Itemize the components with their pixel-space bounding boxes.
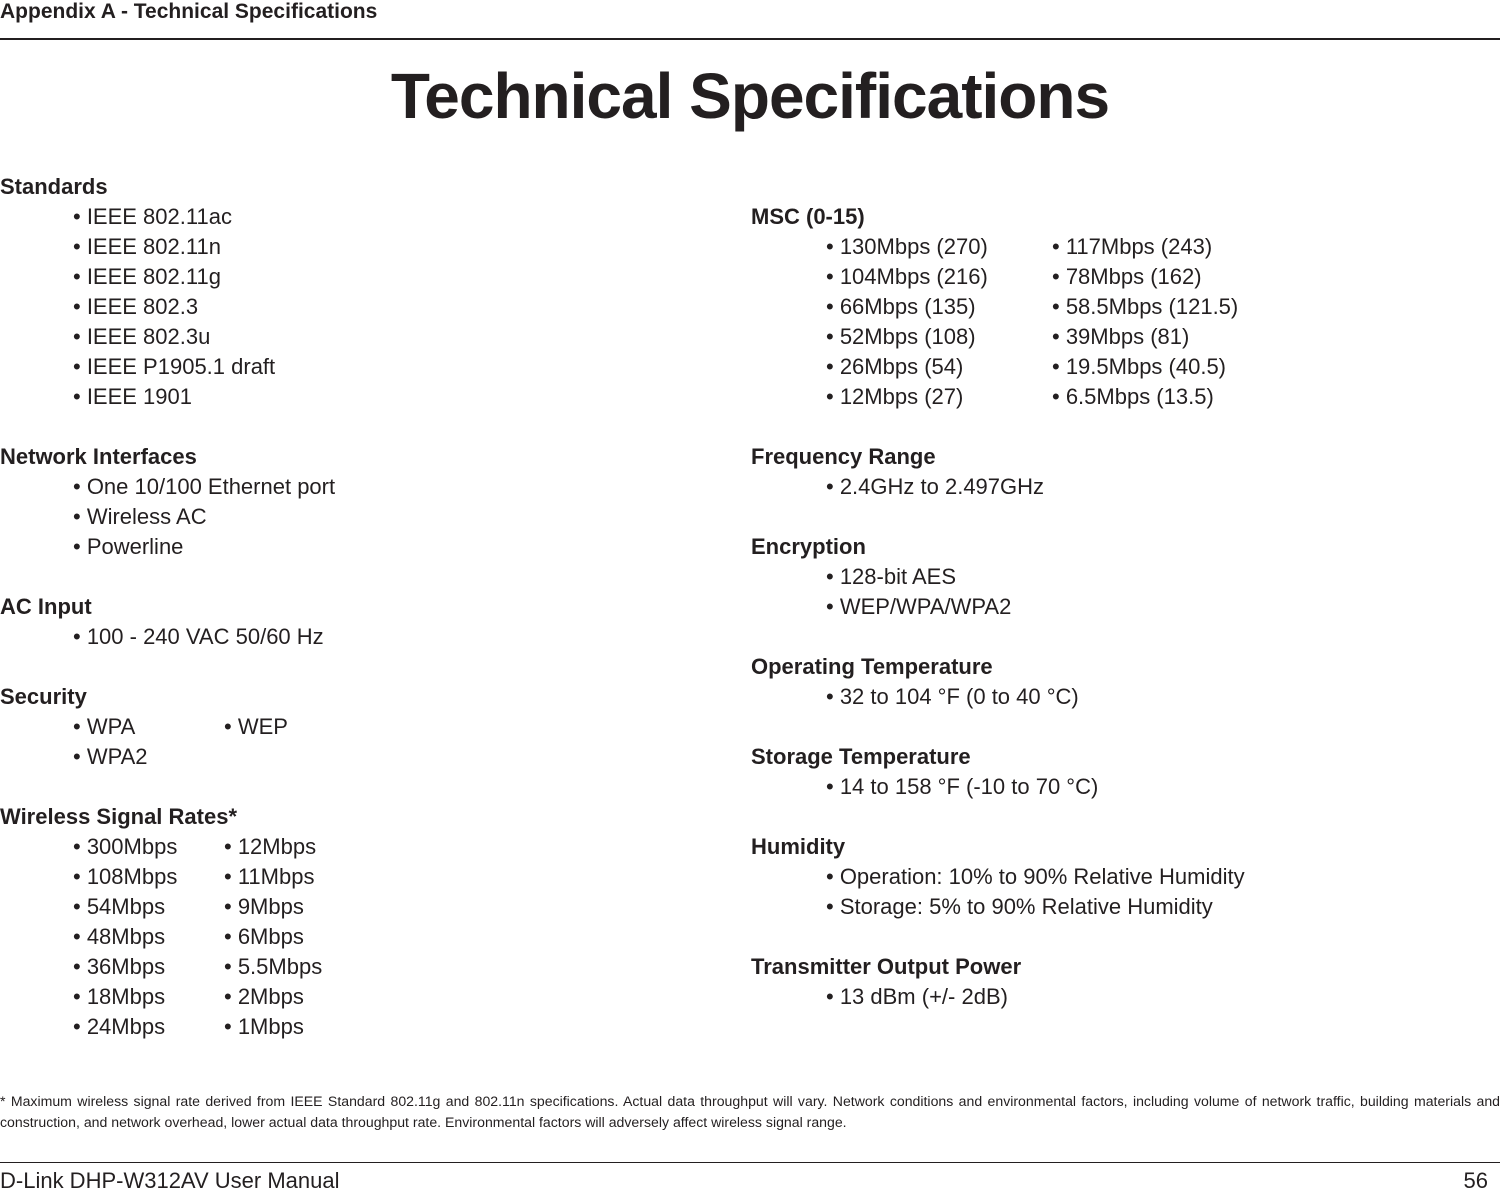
spec-item: • 14 to 158 °F (-10 to 70 °C) [826,774,1099,799]
spec-item: • 12Mbps [224,834,317,859]
spec-heading: Storage Temperature [751,744,971,769]
spec-row [751,892,1451,922]
spec-item: • Wireless AC [73,504,207,529]
spec-item: • Operation: 10% to 90% Relative Humidity [826,864,1245,889]
spec-heading: Humidity [751,834,846,859]
spec-item: • One 10/100 Ethernet port [73,474,336,499]
spec-item: • 26Mbps (54) [826,354,964,379]
spec-section [751,532,1451,622]
spec-item: • 66Mbps (135) [826,294,976,319]
spec-row [0,712,700,742]
spec-heading: Transmitter Output Power [751,954,1022,979]
spec-item: • IEEE 802.11n [73,234,221,259]
spec-item: • 104Mbps (216) [826,264,988,289]
spec-item: • 39Mbps (81) [1052,324,1190,349]
spec-row [0,322,700,352]
header-rule [0,38,1500,40]
spec-section [751,832,1451,922]
spec-item: • 128-bit AES [826,564,957,589]
spec-item: • Powerline [73,534,184,559]
spec-item: • IEEE 802.3u [73,324,211,349]
spec-item: • Storage: 5% to 90% Relative Humidity [826,894,1213,919]
spec-item: • 48Mbps [73,924,166,949]
spec-row [751,382,1451,412]
spec-row [751,562,1451,592]
spec-row [751,982,1451,1012]
spec-item: • IEEE 802.11g [73,264,221,289]
spec-item: • 100 - 240 VAC 50/60 Hz [73,624,324,649]
spec-section [0,442,700,562]
spec-item: • 5.5Mbps [224,954,323,979]
spec-row [0,532,700,562]
spec-heading: MSC (0-15) [751,204,865,229]
spec-item: • 52Mbps (108) [826,324,976,349]
spec-item: • 12Mbps (27) [826,384,964,409]
spec-row [0,382,700,412]
spec-item: • WPA [73,714,136,739]
spec-row [0,862,700,892]
spec-row [0,202,700,232]
spec-item: • 32 to 104 °F (0 to 40 °C) [826,684,1079,709]
spec-heading: Frequency Range [751,444,936,469]
spec-item: • 117Mbps (243) [1052,234,1213,259]
spec-row [0,472,700,502]
spec-row [0,952,700,982]
spec-item: • IEEE 802.11ac [73,204,232,229]
spec-heading: Wireless Signal Rates* [0,804,238,829]
spec-item: • 78Mbps (162) [1052,264,1202,289]
spec-row [0,832,700,862]
spec-row [751,262,1451,292]
spec-item: • WEP/WPA/WPA2 [826,594,1012,619]
spec-item: • 11Mbps [224,864,315,889]
spec-row [0,982,700,1012]
spec-row [0,892,700,922]
page-number: 56 [1463,1168,1488,1193]
footnote: * Maximum wireless signal rate derived from IEEE Standard 802.11g and 802.11n specifications. Actual data throughput will vary. Network conditions and environmental factors, including volume of network traffic, building materials and construction, and network overhead, lower actual data throughput rate. Environmental factors will adversely affect wireless signal range. [0,1093,1500,1130]
spec-section [0,592,700,652]
spec-item: • 130Mbps (270) [826,234,988,259]
spec-item: • 54Mbps [73,894,166,919]
spec-item: • WEP [224,714,288,739]
spec-row [751,232,1451,262]
section-header: Appendix A - Technical Specifications [0,0,378,23]
spec-item: • 13 dBm (+/- 2dB) [826,984,1008,1009]
spec-section [751,652,1451,712]
spec-item: • 58.5Mbps (121.5) [1052,294,1239,319]
spec-row [0,352,700,382]
spec-item: • WPA2 [73,744,148,769]
spec-item: • 19.5Mbps (40.5) [1052,354,1227,379]
spec-heading: Encryption [751,534,866,559]
spec-row [751,472,1451,502]
spec-row [0,1012,700,1042]
left-column [0,172,700,1072]
spec-row [751,292,1451,322]
spec-row [0,742,700,772]
page-title: Technical Specifications [390,60,1110,132]
spec-heading: Network Interfaces [0,444,197,469]
spec-section [0,172,700,412]
spec-row [0,622,700,652]
spec-item: • IEEE 802.3 [73,294,199,319]
spec-row [0,502,700,532]
manual-name: D-Link DHP-W312AV User Manual [0,1168,340,1193]
right-column [751,202,1451,1042]
spec-row [751,862,1451,892]
spec-item: • 6.5Mbps (13.5) [1052,384,1214,409]
spec-item: • IEEE 1901 [73,384,193,409]
spec-item: • 18Mbps [73,984,166,1009]
spec-row [0,232,700,262]
spec-row [0,922,700,952]
spec-section [0,682,700,772]
spec-item: • 1Mbps [224,1014,304,1039]
spec-item: • 2Mbps [224,984,304,1009]
spec-row [751,322,1451,352]
spec-section [751,442,1451,502]
spec-heading: Operating Temperature [751,654,993,679]
spec-row [0,292,700,322]
spec-row [751,352,1451,382]
spec-item: • 6Mbps [224,924,304,949]
spec-heading: Standards [0,174,108,199]
spec-heading: Security [0,684,87,709]
spec-row [0,262,700,292]
spec-item: • 36Mbps [73,954,166,979]
footer-rule [0,1162,1500,1163]
spec-row [751,592,1451,622]
spec-section [751,742,1451,802]
spec-item: • 9Mbps [224,894,304,919]
spec-item: • 108Mbps [73,864,178,889]
spec-row [751,772,1451,802]
spec-section [751,952,1451,1012]
spec-item: • 300Mbps [73,834,178,859]
spec-row [751,682,1451,712]
spec-item: • 24Mbps [73,1014,166,1039]
spec-item: • IEEE P1905.1 draft [73,354,276,379]
spec-section [751,202,1451,412]
spec-section [0,802,700,1042]
spec-item: • 2.4GHz to 2.497GHz [826,474,1045,499]
spec-heading: AC Input [0,594,92,619]
